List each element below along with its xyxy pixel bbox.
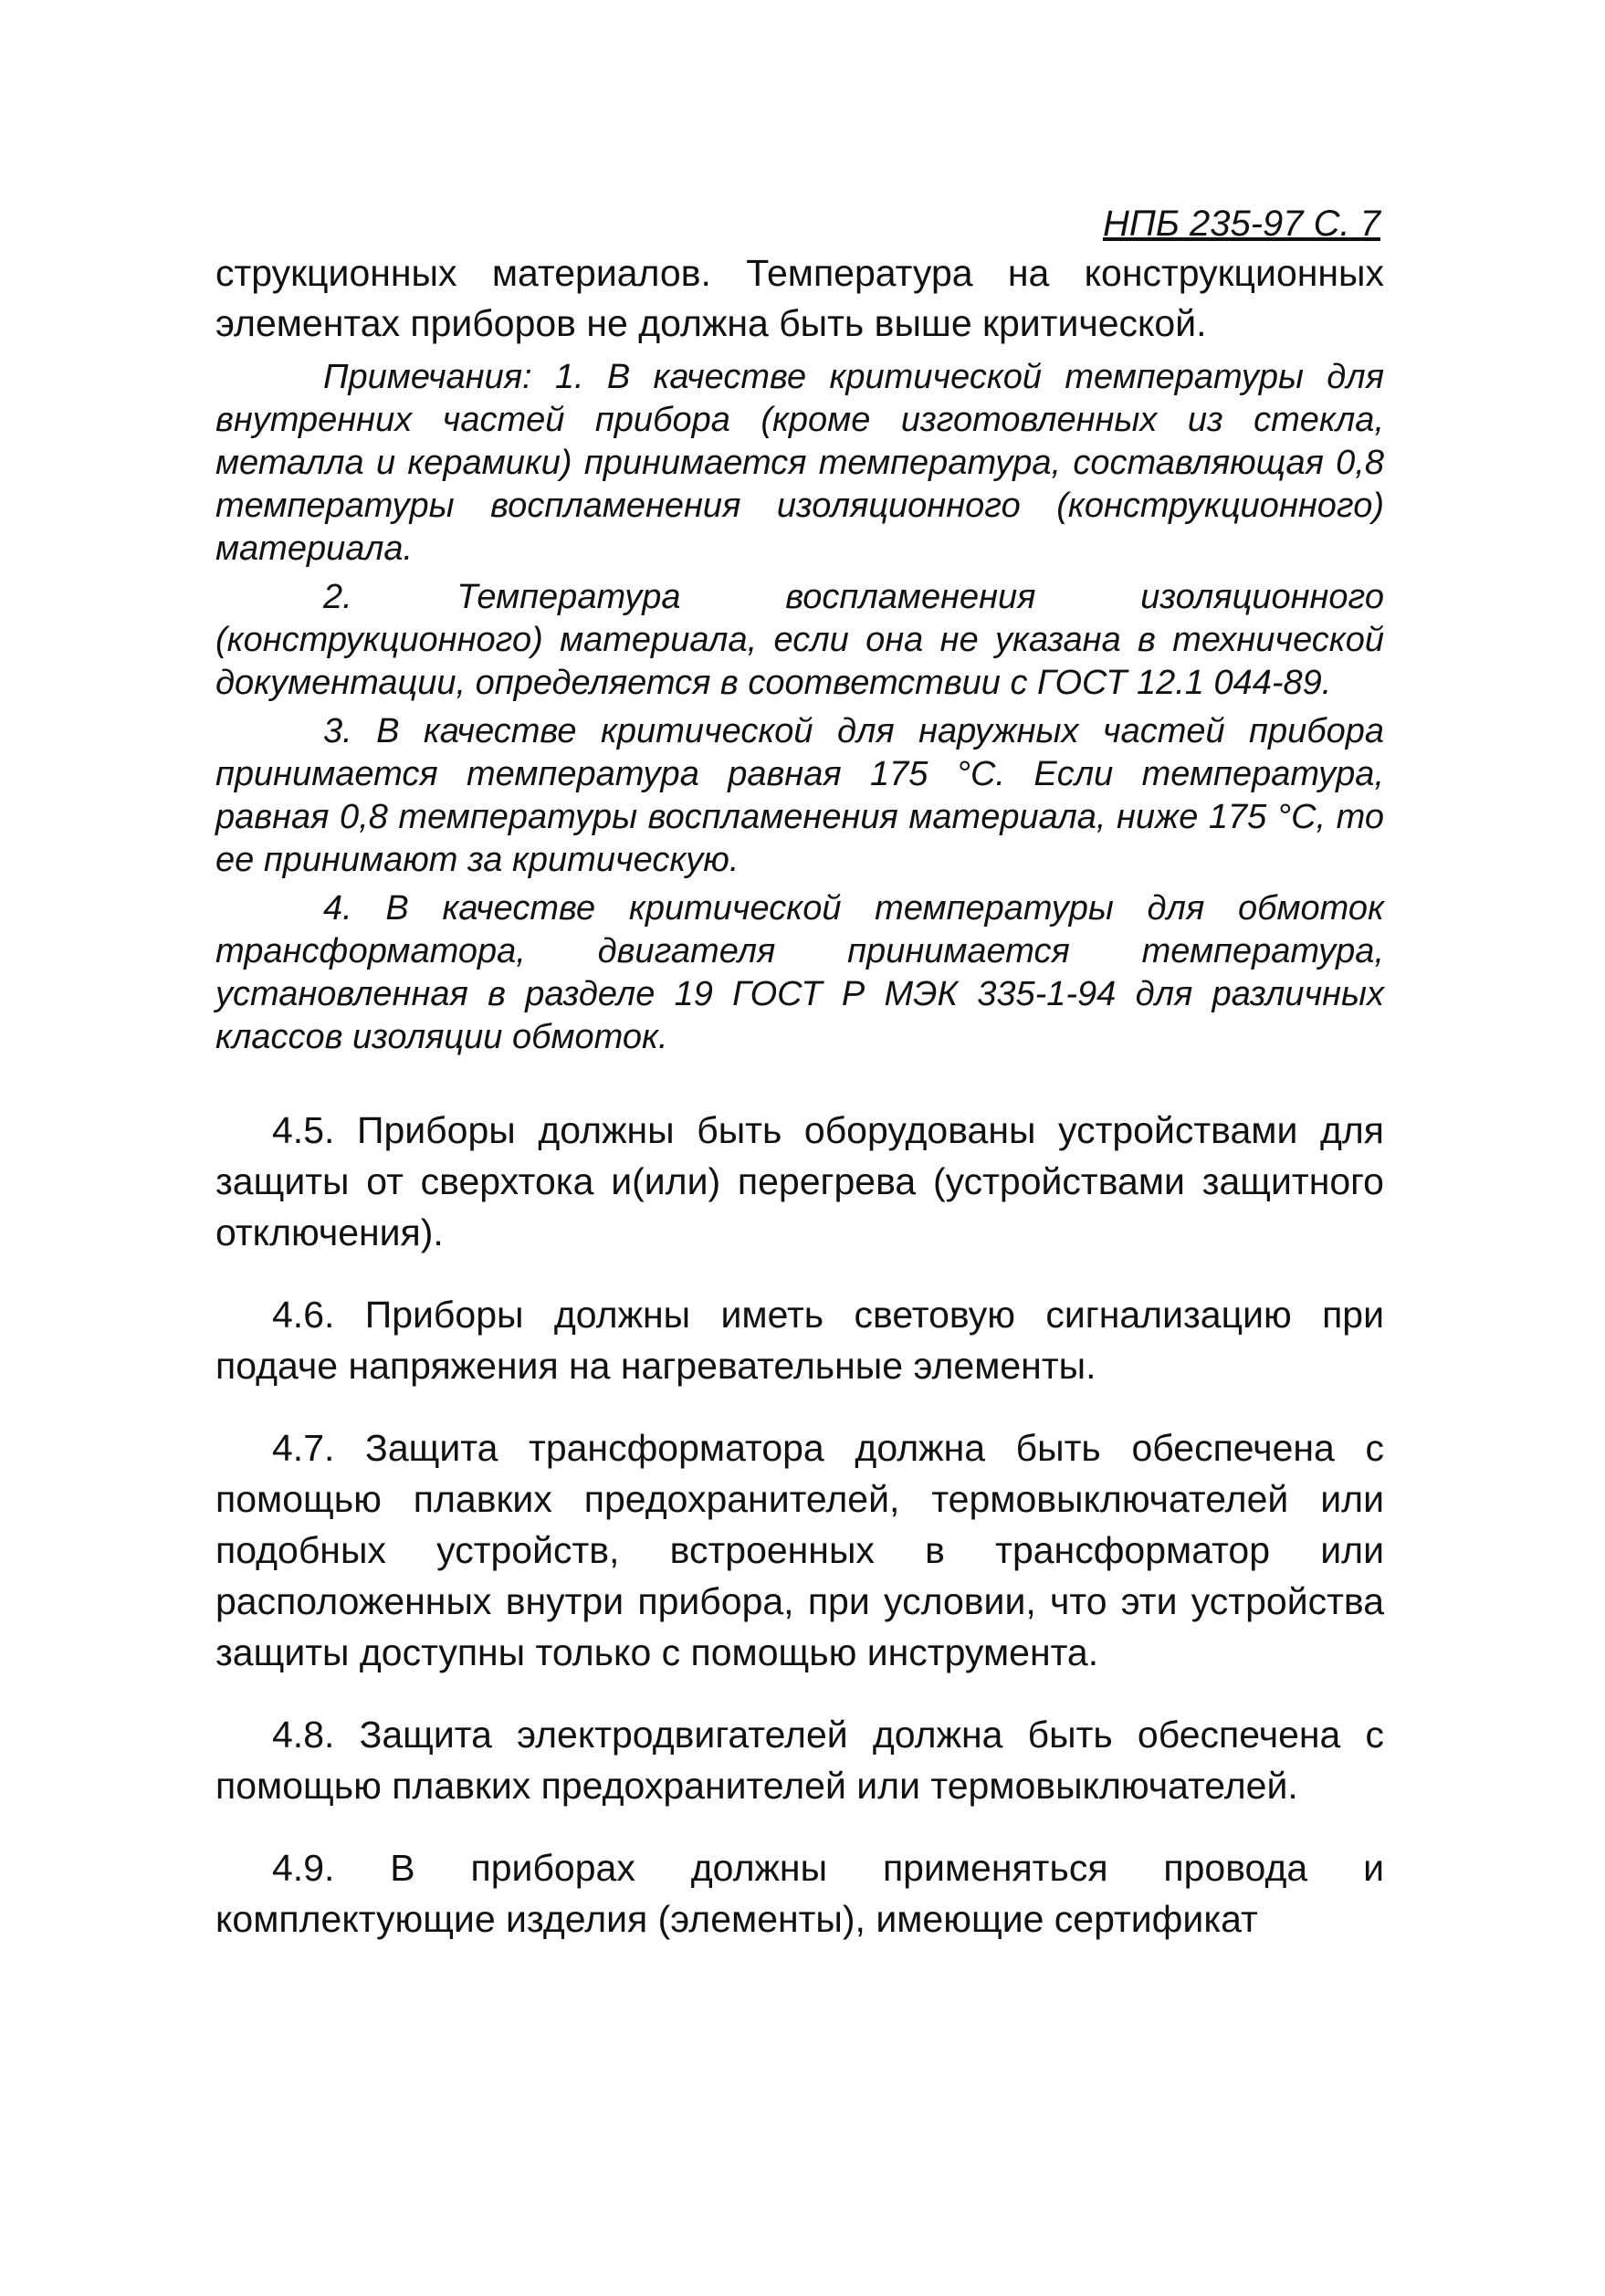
notes-block [215,356,1384,1059]
notes-heading: Примечания: [323,358,532,396]
clause-4-5: 4.5. Приборы должны быть оборудованы устройствами для защиты от сверхтока и(или) перегрева (устройствами защитного отключения). [215,1109,1384,1253]
note-2: 2. Температура воспламенения изоляционного (конструкционного) материала, если она не указана в технической документации, определяется в соответствии с ГОСТ 12.1 044-89. [215,578,1384,702]
page-header: НПБ 235-97 С. 7 [1102,204,1380,244]
note-3: 3. В качестве критической для наружных частей прибора принимается температура равная 175 °С. Если температура, равная 0,8 температуры воспламенения материала, ниже 175 °С, то ее принимают за критическую. [215,712,1384,879]
note-1 [215,356,1384,571]
document-page [215,203,1384,1945]
clause-4-9: 4.9. В приборах должны применяться провода и комплектующие изделия (элементы), имеющие сертификат [215,1847,1384,1940]
intro-paragraph: струкционных материалов. Температура на конструкционных элементах приборов не должна быть выше критической. [215,252,1384,344]
clause-4-8: 4.8. Защита электродвигателей должна быть обеспечена с помощью плавких предохранителей или термовыключателей. [215,1714,1384,1807]
clause-4-7: 4.7. Защита трансформатора должна быть обеспечена с помощью плавких предохранителей, термовыключателей или подобных устройств, встроенных в трансформатор или расположенных внутри прибора, при условии, что эти устройства защиты доступны только с помощью инструмента. [215,1427,1384,1673]
clause-4-6: 4.6. Приборы должны иметь световую сигнализацию при подаче напряжения на нагревательные элементы. [215,1294,1384,1387]
note-4: 4. В качестве критической температуры для обмоток трансформатора, двигателя принимается температура, установленная в разделе 19 ГОСТ Р МЭК 335-1-94 для различных классов изоляции обмоток. [215,889,1384,1056]
note-1-text: 1. В качестве критической температуры для внутренних частей прибора (кроме изготовленных из стекла, металла и керамики) принимается температура, составляющая 0,8 температуры воспламенения изоляционного (конструкционного) материала. [215,358,1384,568]
